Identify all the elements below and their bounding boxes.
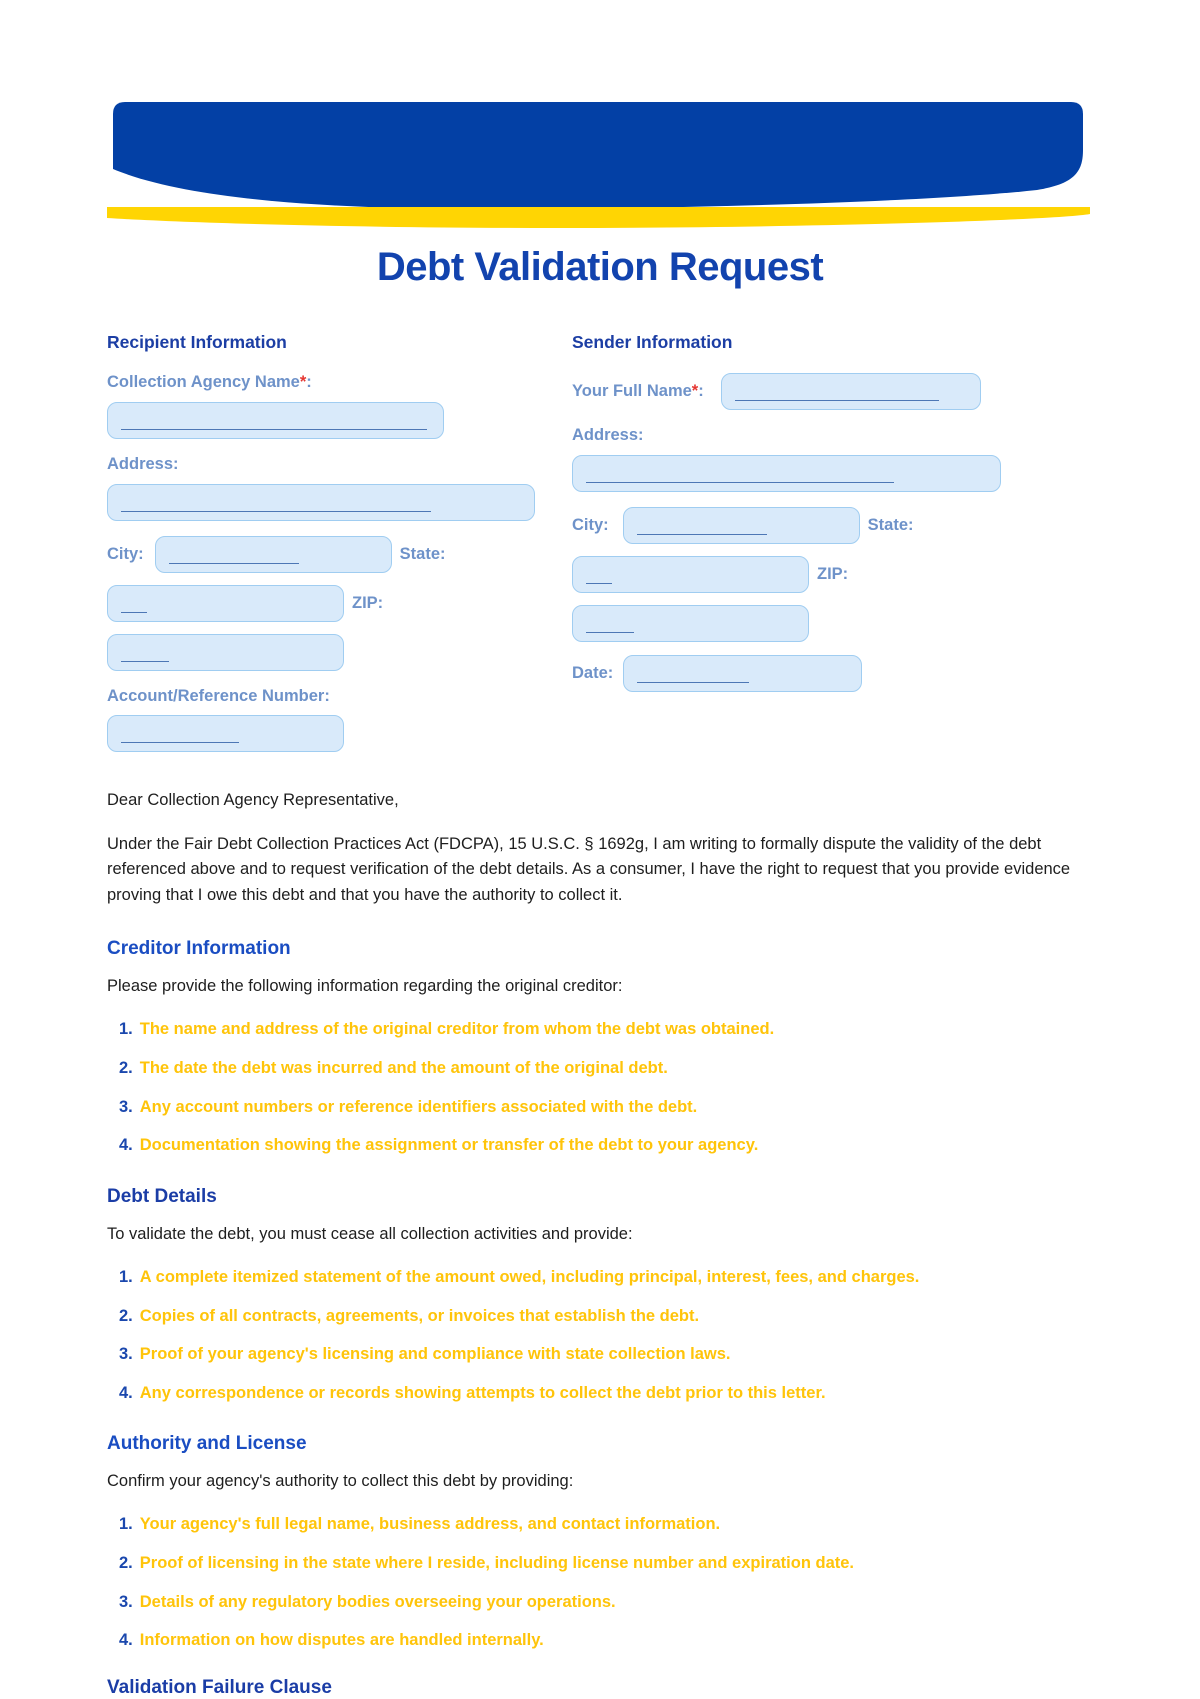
full-name-input[interactable] [721, 373, 981, 410]
list-item [119, 1306, 1093, 1327]
full-name-label: Your Full Name*: [572, 382, 704, 400]
input-underline [586, 583, 612, 584]
letter-intro: Under the Fair Debt Collection Practices Act (FDCPA), 15 U.S.C. § 1692g, I am writing to formally dispute the validity of the debt referenced above and to request verification of the debt details. As a consumer, I have the right to request that you provide evidence proving that I owe this debt and that you have the authority to collect it. [107, 834, 1071, 904]
section-heading: Validation Failure Clause [107, 1676, 332, 1698]
item-text: Information on how disputes are handled internally. [139, 1631, 544, 1650]
item-number: 3. [119, 1592, 133, 1611]
item-text: Any correspondence or records showing attempts to collect the debt prior to this letter. [139, 1383, 826, 1402]
banner-blue-shape [113, 102, 1083, 209]
sender-zip-label: ZIP: [817, 564, 849, 583]
item-text: Proof of your agency's licensing and compliance with state collection laws. [139, 1345, 731, 1364]
recipient-address-input[interactable] [107, 484, 535, 521]
sender-city-input[interactable] [623, 507, 860, 544]
input-underline [586, 632, 634, 633]
recipient-zip-label: ZIP: [352, 593, 384, 612]
input-underline [121, 429, 427, 430]
input-underline [121, 511, 431, 512]
item-number: 1. [119, 1267, 133, 1286]
item-number: 1. [119, 1515, 133, 1534]
item-number: 2. [119, 1059, 133, 1078]
list-item [119, 1344, 1093, 1365]
account-number-input[interactable] [107, 715, 344, 752]
sender-heading: Sender Information [572, 332, 733, 352]
recipient-state-input[interactable] [107, 585, 344, 622]
header-banner [107, 95, 1093, 231]
section-heading: Creditor Information [107, 938, 291, 960]
item-text: The name and address of the original creditor from whom the debt was obtained. [139, 1020, 775, 1039]
list-item [119, 1383, 1093, 1404]
section-intro: Confirm your agency's authority to collect this debt by providing: [107, 1472, 574, 1491]
input-underline [637, 682, 749, 683]
page-title: Debt Validation Request [376, 245, 824, 289]
input-underline [735, 400, 939, 401]
input-underline [121, 612, 147, 613]
list-item [119, 1135, 1093, 1156]
recipient-city-label: City: [107, 544, 144, 563]
input-underline [586, 482, 894, 483]
item-text: Details of any regulatory bodies overseeing your operations. [139, 1592, 616, 1611]
recipient-column [107, 332, 535, 752]
numbered-list [107, 1514, 1093, 1651]
date-label: Date: [572, 663, 614, 682]
list-item [119, 1592, 1093, 1613]
item-text: Your agency's full legal name, business address, and contact information. [139, 1515, 721, 1534]
sender-address-input[interactable] [572, 455, 1001, 492]
letter-body [107, 788, 1093, 908]
list-item [119, 1630, 1093, 1651]
section-intro: To validate the debt, you must cease all collection activities and provide: [107, 1224, 633, 1243]
item-number: 4. [119, 1136, 133, 1155]
input-underline [121, 661, 169, 662]
recipient-zip-input[interactable] [107, 634, 344, 671]
item-number: 3. [119, 1345, 133, 1364]
list-item [119, 1097, 1093, 1118]
item-text: Copies of all contracts, agreements, or invoices that establish the debt. [139, 1306, 700, 1325]
section-validation-failure-clause [107, 1677, 1093, 1699]
agency-name-input[interactable] [107, 402, 444, 439]
item-text: A complete itemized statement of the amount owed, including principal, interest, fees, and charges. [139, 1267, 920, 1286]
section-debt-details [107, 1186, 1093, 1404]
item-number: 2. [119, 1554, 133, 1573]
recipient-address-label: Address: [107, 454, 179, 473]
numbered-list [107, 1019, 1093, 1156]
input-underline [169, 563, 299, 564]
item-number: 4. [119, 1631, 133, 1650]
required-asterisk: * [691, 382, 699, 400]
date-input[interactable] [623, 655, 862, 692]
recipient-state-label: State: [399, 544, 446, 563]
item-number: 1. [119, 1020, 133, 1039]
form-columns [107, 332, 1093, 752]
section-intro: Please provide the following information regarding the original creditor: [107, 977, 623, 996]
sender-state-label: State: [867, 515, 914, 534]
section-heading: Debt Details [107, 1185, 217, 1207]
list-item [119, 1058, 1093, 1079]
item-number: 4. [119, 1383, 133, 1402]
list-item [119, 1267, 1093, 1288]
banner-yellow-ribbon [107, 207, 1090, 228]
section-heading: Authority and License [107, 1433, 307, 1455]
sender-zip-input[interactable] [572, 605, 809, 642]
recipient-city-input[interactable] [155, 536, 392, 573]
item-text: Any account numbers or reference identifiers associated with the debt. [139, 1097, 698, 1116]
list-item [119, 1553, 1093, 1574]
recipient-heading: Recipient Information [107, 332, 287, 352]
input-underline [637, 534, 767, 535]
input-underline [121, 742, 239, 743]
sender-state-input[interactable] [572, 556, 809, 593]
item-number: 2. [119, 1306, 133, 1325]
sender-city-label: City: [572, 515, 609, 534]
list-item [119, 1019, 1093, 1040]
required-asterisk: * [299, 373, 307, 391]
item-text: The date the debt was incurred and the amount of the original debt. [139, 1059, 668, 1078]
list-item [119, 1514, 1093, 1535]
item-number: 3. [119, 1097, 133, 1116]
item-text: Documentation showing the assignment or transfer of the debt to your agency. [139, 1136, 759, 1155]
account-number-label: Account/Reference Number: [107, 686, 330, 705]
numbered-list [107, 1267, 1093, 1404]
item-text: Proof of licensing in the state where I reside, including license number and expiration date. [139, 1554, 854, 1573]
agency-name-label: Collection Agency Name*: [107, 373, 312, 391]
sender-address-label: Address: [572, 426, 644, 444]
section-authority-license [107, 1433, 1093, 1651]
salutation: Dear Collection Agency Representative, [107, 791, 399, 810]
sender-column [572, 332, 1001, 752]
section-creditor-information [107, 938, 1093, 1156]
